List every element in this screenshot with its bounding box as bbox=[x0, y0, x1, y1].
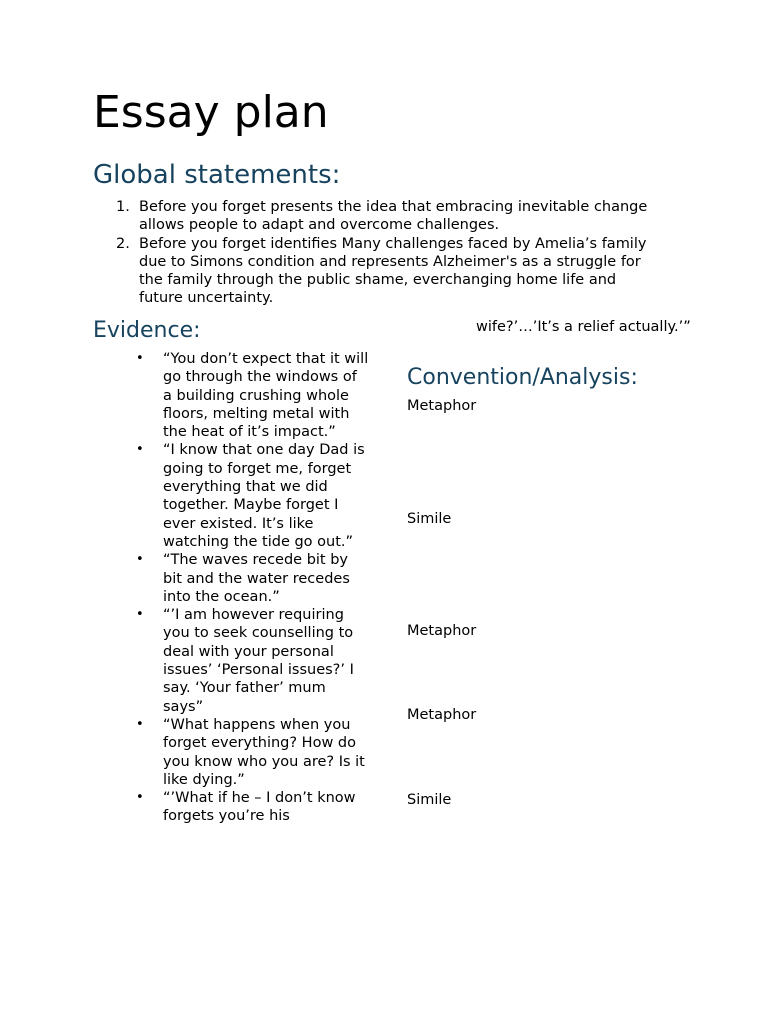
evidence-quote: “The waves recede bit by bit and the water recedes into the ocean.” bbox=[163, 552, 350, 605]
bullet-icon: • bbox=[136, 716, 144, 732]
list-item bbox=[133, 350, 369, 441]
bullet-icon: • bbox=[136, 607, 144, 623]
global-statements-list bbox=[93, 198, 653, 308]
list-item bbox=[133, 441, 369, 551]
bullet-icon: • bbox=[136, 552, 144, 568]
evidence-quote: “’What if he – I don’t know forgets you’re his bbox=[163, 790, 356, 825]
convention-item: Metaphor bbox=[407, 623, 477, 639]
list-number: 2. bbox=[116, 235, 130, 252]
page-title: Essay plan bbox=[93, 87, 329, 138]
evidence-quote: “I know that one day Dad is going to forget me, forget everything that we did together. Maybe forget I ever existed. It’s like watching the tide go out.” bbox=[163, 442, 365, 550]
global-statements-heading: Global statements: bbox=[93, 160, 341, 190]
convention-item: Metaphor bbox=[407, 398, 477, 414]
global-statement-text: Before you forget presents the idea that embracing inevitable change allows people to adapt and overcome challenges. bbox=[139, 199, 648, 234]
evidence-list bbox=[133, 350, 369, 826]
list-item bbox=[133, 716, 369, 789]
evidence-quote: “You don’t expect that it will go through the windows of a building crushing whole floors, melting metal with the heat of it’s impact.” bbox=[163, 351, 369, 441]
bullet-icon: • bbox=[136, 790, 144, 806]
list-item bbox=[93, 235, 653, 308]
convention-analysis-heading: Convention/Analysis: bbox=[407, 365, 638, 390]
bullet-icon: • bbox=[136, 442, 144, 458]
convention-item: Simile bbox=[407, 792, 452, 808]
global-statement-text: Before you forget identifies Many challenges faced by Amelia’s family due to Simons condition and represents Alzheimer's as a struggle for the family through the public shame, everchanging home life and future uncertainty. bbox=[139, 235, 647, 307]
list-item bbox=[133, 551, 369, 606]
bullet-icon: • bbox=[136, 351, 144, 366]
convention-item: Metaphor bbox=[407, 707, 477, 723]
list-item bbox=[93, 198, 653, 235]
evidence-heading: Evidence: bbox=[93, 318, 201, 343]
list-item bbox=[133, 789, 369, 826]
list-number: 1. bbox=[116, 199, 130, 215]
evidence-quote-continuation: wife?’…’It’s a relief actually.’” bbox=[476, 319, 691, 335]
convention-item: Simile bbox=[407, 511, 452, 527]
list-item bbox=[133, 606, 369, 716]
evidence-quote: “What happens when you forget everything? How do you know who you are? Is it like dying.” bbox=[163, 716, 365, 788]
evidence-quote: “’I am however requiring you to seek counselling to deal with your personal issues’ ‘Personal issues?’ I say. ‘Your father’ mum says” bbox=[163, 607, 354, 715]
